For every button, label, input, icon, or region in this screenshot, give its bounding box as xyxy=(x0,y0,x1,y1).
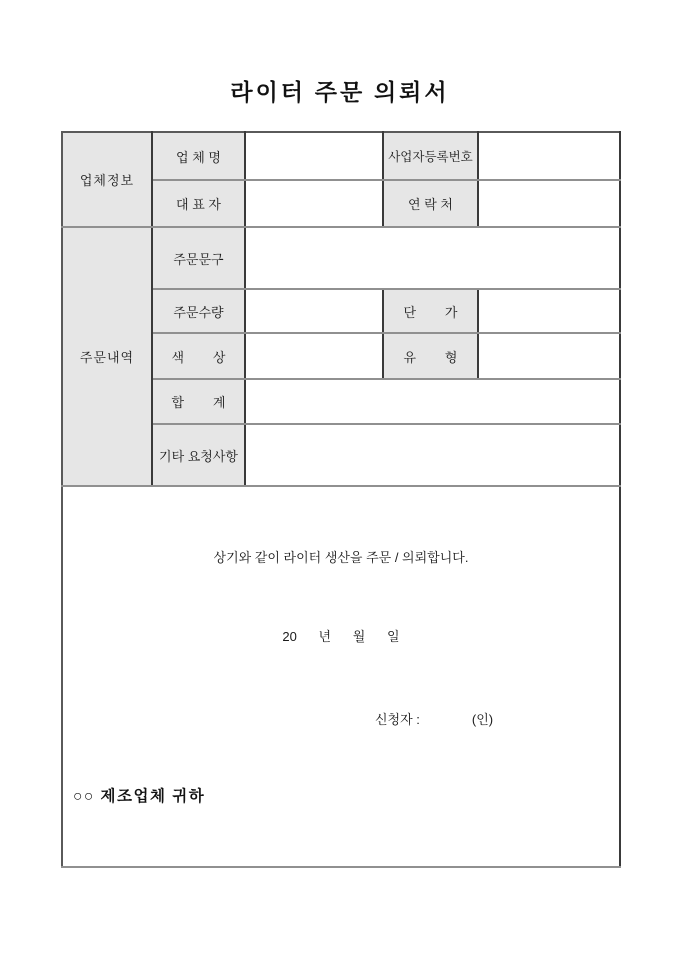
recipient-line: ○○ 제조업체 귀하 xyxy=(73,788,206,805)
field-label-unit-price: 단 가 xyxy=(383,289,478,333)
table-row xyxy=(62,227,620,289)
field-input-color[interactable] xyxy=(245,333,383,379)
field-label-representative: 대 표 자 xyxy=(152,180,245,227)
closing-section xyxy=(62,486,620,867)
field-input-biz-reg-no[interactable] xyxy=(478,132,620,180)
field-input-contact[interactable] xyxy=(478,180,620,227)
applicant-label: 신청자 : xyxy=(375,712,420,727)
field-label-order-text: 주문문구 xyxy=(152,227,245,289)
field-input-total[interactable] xyxy=(245,379,620,424)
field-label-type: 유 형 xyxy=(383,333,478,379)
field-label-contact: 연 락 처 xyxy=(383,180,478,227)
field-input-unit-price[interactable] xyxy=(478,289,620,333)
field-label-color: 색 상 xyxy=(152,333,245,379)
field-label-order-qty: 주문수량 xyxy=(152,289,245,333)
field-label-company-name: 업 체 명 xyxy=(152,132,245,180)
field-input-type[interactable] xyxy=(478,333,620,379)
field-label-other-requests: 기타 요청사항 xyxy=(152,424,245,486)
order-statement: 상기와 같이 라이터 생산을 주문 / 의뢰합니다. xyxy=(213,550,469,565)
field-input-company-name[interactable] xyxy=(245,132,383,180)
group-cell-company-info: 업체정보 xyxy=(62,132,152,227)
page-title: 라이터 주문 의뢰서 xyxy=(230,80,450,105)
field-input-other-requests[interactable] xyxy=(245,424,620,486)
applicant-line xyxy=(375,709,493,728)
field-input-order-qty[interactable] xyxy=(245,289,383,333)
table-row xyxy=(62,486,620,867)
seal-label: (인) xyxy=(471,712,494,727)
order-form-table xyxy=(61,131,621,868)
table-row xyxy=(62,132,620,180)
field-input-representative[interactable] xyxy=(245,180,383,227)
field-label-total: 합 계 xyxy=(152,379,245,424)
date-line: 20 년 월 일 xyxy=(282,629,400,644)
group-cell-order-details: 주문내역 xyxy=(62,227,152,486)
field-input-order-text[interactable] xyxy=(245,227,620,289)
field-label-biz-reg-no: 사업자등록번호 xyxy=(383,132,478,180)
